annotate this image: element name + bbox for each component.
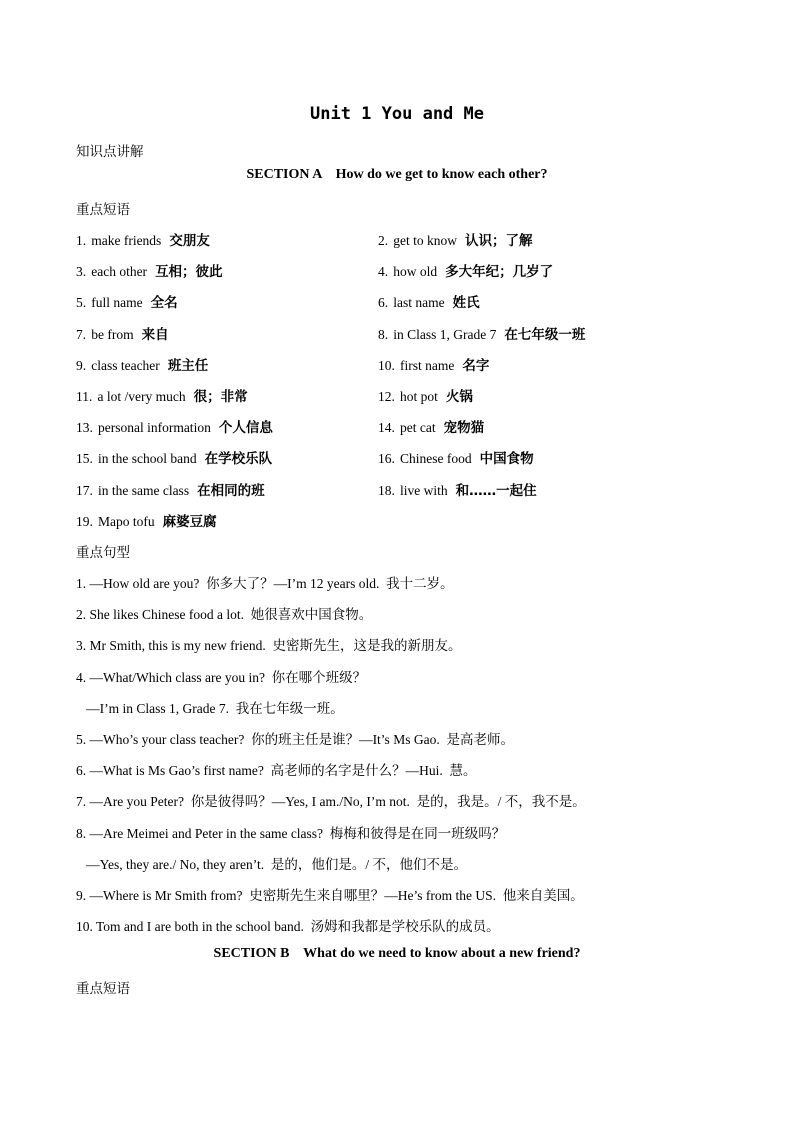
section-a-heading: SECTION A How do we get to know each other? bbox=[246, 167, 548, 182]
section-b-heading: SECTION B What do we need to know about a new friend? bbox=[213, 946, 581, 961]
phrase-english: personal information bbox=[97, 420, 211, 436]
phrase-item bbox=[378, 416, 484, 436]
phrase-english: in Class 1, Grade 7 bbox=[393, 326, 497, 342]
phrase-english: in the same class bbox=[97, 482, 190, 498]
phrase-item bbox=[378, 291, 480, 311]
phrase-number: 17. bbox=[76, 482, 93, 498]
phrase-number: 2. bbox=[378, 233, 389, 248]
sentence-item: 4. —What/Which class are you in? 你在哪个班级？ bbox=[76, 669, 367, 685]
phrase-chinese: 麻婆豆腐 bbox=[162, 513, 217, 530]
sentence-item: 5. —Who’s your class teacher? 你的班主任是谁？—It’s Ms Gao. 是高老师。 bbox=[76, 732, 514, 747]
phrase-item bbox=[378, 447, 534, 467]
phrase-chinese: 班主任 bbox=[167, 357, 209, 374]
phrase-item bbox=[378, 354, 489, 374]
phrase-item bbox=[76, 447, 272, 467]
sentence-item: —Yes, they are./ No, they aren’t. 是的，他们是。/ 不，他们不是。 bbox=[76, 856, 467, 872]
phrase-english: Mapo tofu bbox=[97, 513, 155, 529]
phrase-chinese: 名字 bbox=[462, 357, 490, 374]
phrase-number: 8. bbox=[378, 326, 389, 342]
sentence-item: 3. Mr Smith, this is my new friend. 史密斯先生，这是我的新朋友。 bbox=[76, 638, 462, 654]
phrase-number: 16. bbox=[378, 451, 395, 467]
phrase-chinese: 很；非常 bbox=[193, 389, 248, 405]
phrase-chinese: 多大年纪；几岁了 bbox=[445, 264, 554, 281]
sentence-item: 8. —Are Meimei and Peter in the same class? 梅梅和彼得是在同一班级吗？ bbox=[76, 825, 506, 841]
phrase-item bbox=[76, 510, 217, 530]
phrase-chinese: 在七年级一班 bbox=[504, 326, 586, 343]
phrase-chinese: 互相；彼此 bbox=[155, 264, 223, 281]
phrase-english: make friends bbox=[91, 233, 162, 248]
phrase-item bbox=[76, 323, 169, 343]
phrase-number: 11. bbox=[76, 389, 93, 404]
phrase-number: 3. bbox=[76, 264, 87, 280]
phrase-english: last name bbox=[393, 295, 445, 311]
phrase-item bbox=[378, 260, 553, 280]
phrase-chinese: 交朋友 bbox=[169, 233, 210, 249]
phrase-chinese: 中国食物 bbox=[479, 451, 534, 468]
phrase-number: 18. bbox=[378, 482, 395, 498]
phrase-chinese: 宠物猫 bbox=[443, 420, 485, 437]
phrase-number: 12. bbox=[378, 389, 395, 404]
phrase-item bbox=[378, 385, 473, 405]
phrase-chinese: 火锅 bbox=[445, 389, 473, 405]
phrase-item bbox=[76, 479, 265, 499]
page-title: Unit 1 You and Me bbox=[310, 104, 484, 124]
phrase-number: 10. bbox=[378, 357, 395, 373]
phrase-english: live with bbox=[399, 482, 448, 498]
sentence-item: 2. She likes Chinese food a lot. 她很喜欢中国食物。 bbox=[76, 607, 373, 623]
phrase-english: how old bbox=[393, 264, 438, 280]
sentences-heading: 重点句型 bbox=[76, 545, 130, 561]
phrase-chinese: 在相同的班 bbox=[197, 482, 265, 499]
phrase-chinese: 和……一起住 bbox=[455, 482, 537, 499]
phrase-chinese: 认识；了解 bbox=[464, 233, 533, 249]
phrase-number: 14. bbox=[378, 420, 395, 436]
phrase-number: 6. bbox=[378, 295, 389, 311]
phrase-number: 1. bbox=[76, 233, 87, 248]
phrase-english: hot pot bbox=[399, 389, 438, 404]
phrase-english: in the school band bbox=[97, 451, 197, 467]
phrase-item bbox=[76, 416, 273, 436]
phrase-number: 15. bbox=[76, 451, 93, 467]
phrase-item bbox=[378, 229, 532, 249]
sentence-item: 9. —Where is Mr Smith from? 史密斯先生来自哪里？—He’s from the US. 他来自美国。 bbox=[76, 888, 584, 903]
phrase-english: first name bbox=[399, 357, 455, 373]
phrase-chinese: 在学校乐队 bbox=[204, 451, 273, 468]
phrase-number: 5. bbox=[76, 295, 87, 311]
phrase-english: get to know bbox=[393, 233, 457, 248]
phrase-item bbox=[76, 385, 248, 405]
phrase-item bbox=[76, 291, 178, 311]
phrase-item bbox=[76, 354, 208, 374]
phrase-item bbox=[378, 323, 585, 343]
sentence-item: 7. —Are you Peter? 你是彼得吗？—Yes, I am./No, I’m not. 是的，我是。/ 不，我不是。 bbox=[76, 794, 586, 810]
phrase-chinese: 姓氏 bbox=[452, 295, 480, 312]
phrases-heading-b: 重点短语 bbox=[76, 981, 130, 997]
sentence-item: 6. —What is Ms Gao’s first name? 高老师的名字是什么？—Hui. 慧。 bbox=[76, 763, 477, 779]
phrase-english: be from bbox=[91, 326, 134, 342]
phrase-number: 19. bbox=[76, 513, 93, 529]
phrase-number: 9. bbox=[76, 357, 87, 373]
sentence-item: 10. Tom and I are both in the school band. 汤姆和我都是学校乐队的成员。 bbox=[76, 919, 500, 935]
phrase-chinese: 来自 bbox=[141, 326, 169, 343]
phrase-english: each other bbox=[91, 264, 148, 280]
phrases-heading-a: 重点短语 bbox=[76, 202, 130, 218]
phrase-english: class teacher bbox=[91, 357, 160, 373]
phrase-number: 4. bbox=[378, 264, 389, 280]
phrase-english: pet cat bbox=[399, 420, 436, 436]
phrase-item bbox=[76, 260, 223, 280]
phrase-item bbox=[378, 479, 537, 499]
phrase-number: 13. bbox=[76, 420, 93, 436]
phrase-english: a lot /very much bbox=[97, 389, 186, 404]
phrase-number: 7. bbox=[76, 326, 87, 342]
phrase-chinese: 全名 bbox=[150, 295, 178, 312]
intro-heading: 知识点讲解 bbox=[76, 144, 144, 160]
sentence-item: 1. —How old are you? 你多大了？—I’m 12 years old. 我十二岁。 bbox=[76, 576, 454, 591]
sentence-item: —I’m in Class 1, Grade 7. 我在七年级一班。 bbox=[76, 700, 344, 716]
phrase-english: full name bbox=[91, 295, 143, 311]
phrase-item bbox=[76, 229, 210, 249]
phrase-english: Chinese food bbox=[399, 451, 472, 467]
phrase-chinese: 个人信息 bbox=[218, 420, 273, 437]
